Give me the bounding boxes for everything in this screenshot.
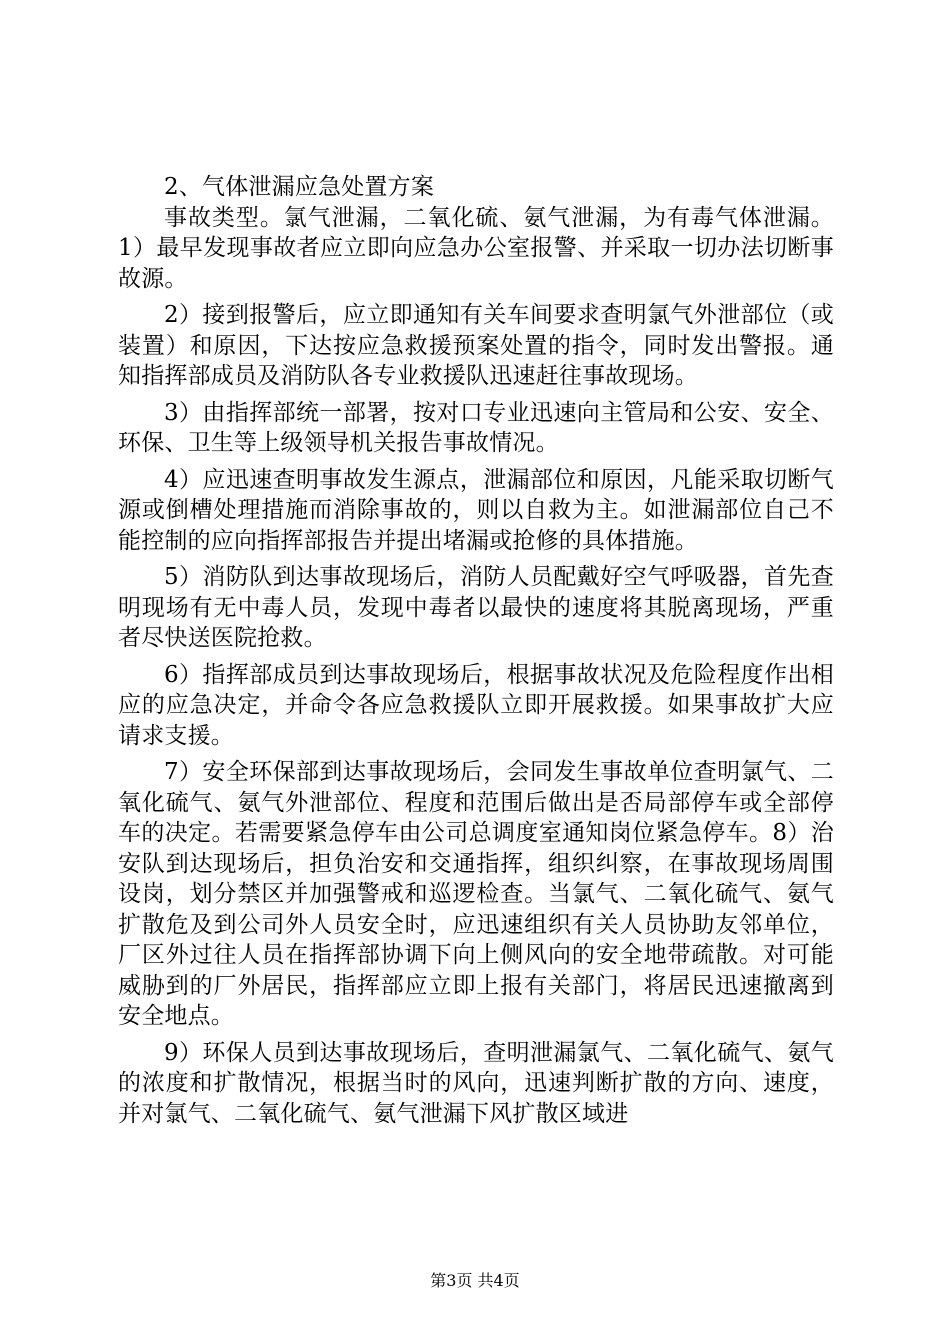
page-number-footer: 第3页 共4页	[430, 1271, 520, 1290]
paragraph-8: 9）环保人员到达事故现场后，查明泄漏氯气、二氧化硫气、氨气的浓度和扩散情况，根据当时的风向，迅速判断扩散的方向、速度，并对氯气、二氧化硫气、氨气泄漏下风扩散区域进	[118, 1039, 834, 1127]
paragraph-4: 4）应迅速查明事故发生源点，泄漏部位和原因，凡能采取切断气源或倒槽处理措施而消除事故的，则以自救为主。如泄漏部位自己不能控制的应向指挥部报告并提出堵漏或抢修的具体措施。	[118, 466, 834, 554]
paragraph-5: 5）消防队到达事故现场后，消防人员配戴好空气呼吸器，首先查明现场有无中毒人员，发现中毒者以最快的速度将其脱离现场，严重者尽快送医院抢救。	[118, 564, 834, 651]
section-heading: 2、气体泄漏应急处置方案	[164, 174, 435, 200]
paragraph-3: 3）由指挥部统一部署，按对口专业迅速向主管局和公安、安全、环保、卫生等上级领导机关报告事故情况。	[118, 399, 834, 456]
paragraph-1: 事故类型。氯气泄漏，二氧化硫、氨气泄漏，为有毒气体泄漏。1）最早发现事故者应立即向应急办公室报警、并采取一切办法切断事故源。	[118, 204, 834, 292]
paragraph-2: 2）接到报警后，应立即通知有关车间要求查明氯气外泄部位（或装置）和原因，下达按应急救援预案处置的指令，同时发出警报。通知指挥部成员及消防队各专业救援队迅速赶往事故现场。	[118, 302, 834, 389]
document-body	[118, 172, 834, 1129]
paragraph-6: 6）指挥部成员到达事故现场后，根据事故状况及危险程度作出相应的应急决定，并命令各应急救援队立即开展救援。如果事故扩大应请求支援。	[118, 661, 834, 749]
paragraph-7: 7）安全环保部到达事故现场后，会同发生事故单位查明氯气、二氧化硫气、氨气外泄部位、程度和范围后做出是否局部停车或全部停车的决定。若需要紧急停车由公司总调度室通知岗位紧急停车。8）治安队到达现场后，担负治安和交通指挥，组织纠察，在事故现场周围设岗，划分禁区并加强警戒和巡逻检查。当氯气、二氧化硫气、氨气扩散危及到公司外人员安全时，应迅速组织有关人员协助友邻单位，厂区外过往人员在指挥部协调下向上侧风向的安全地带疏散。对可能威胁到的厂外居民，指挥部应立即上报有关部门，将居民迅速撤离到安全地点。	[118, 759, 834, 1029]
